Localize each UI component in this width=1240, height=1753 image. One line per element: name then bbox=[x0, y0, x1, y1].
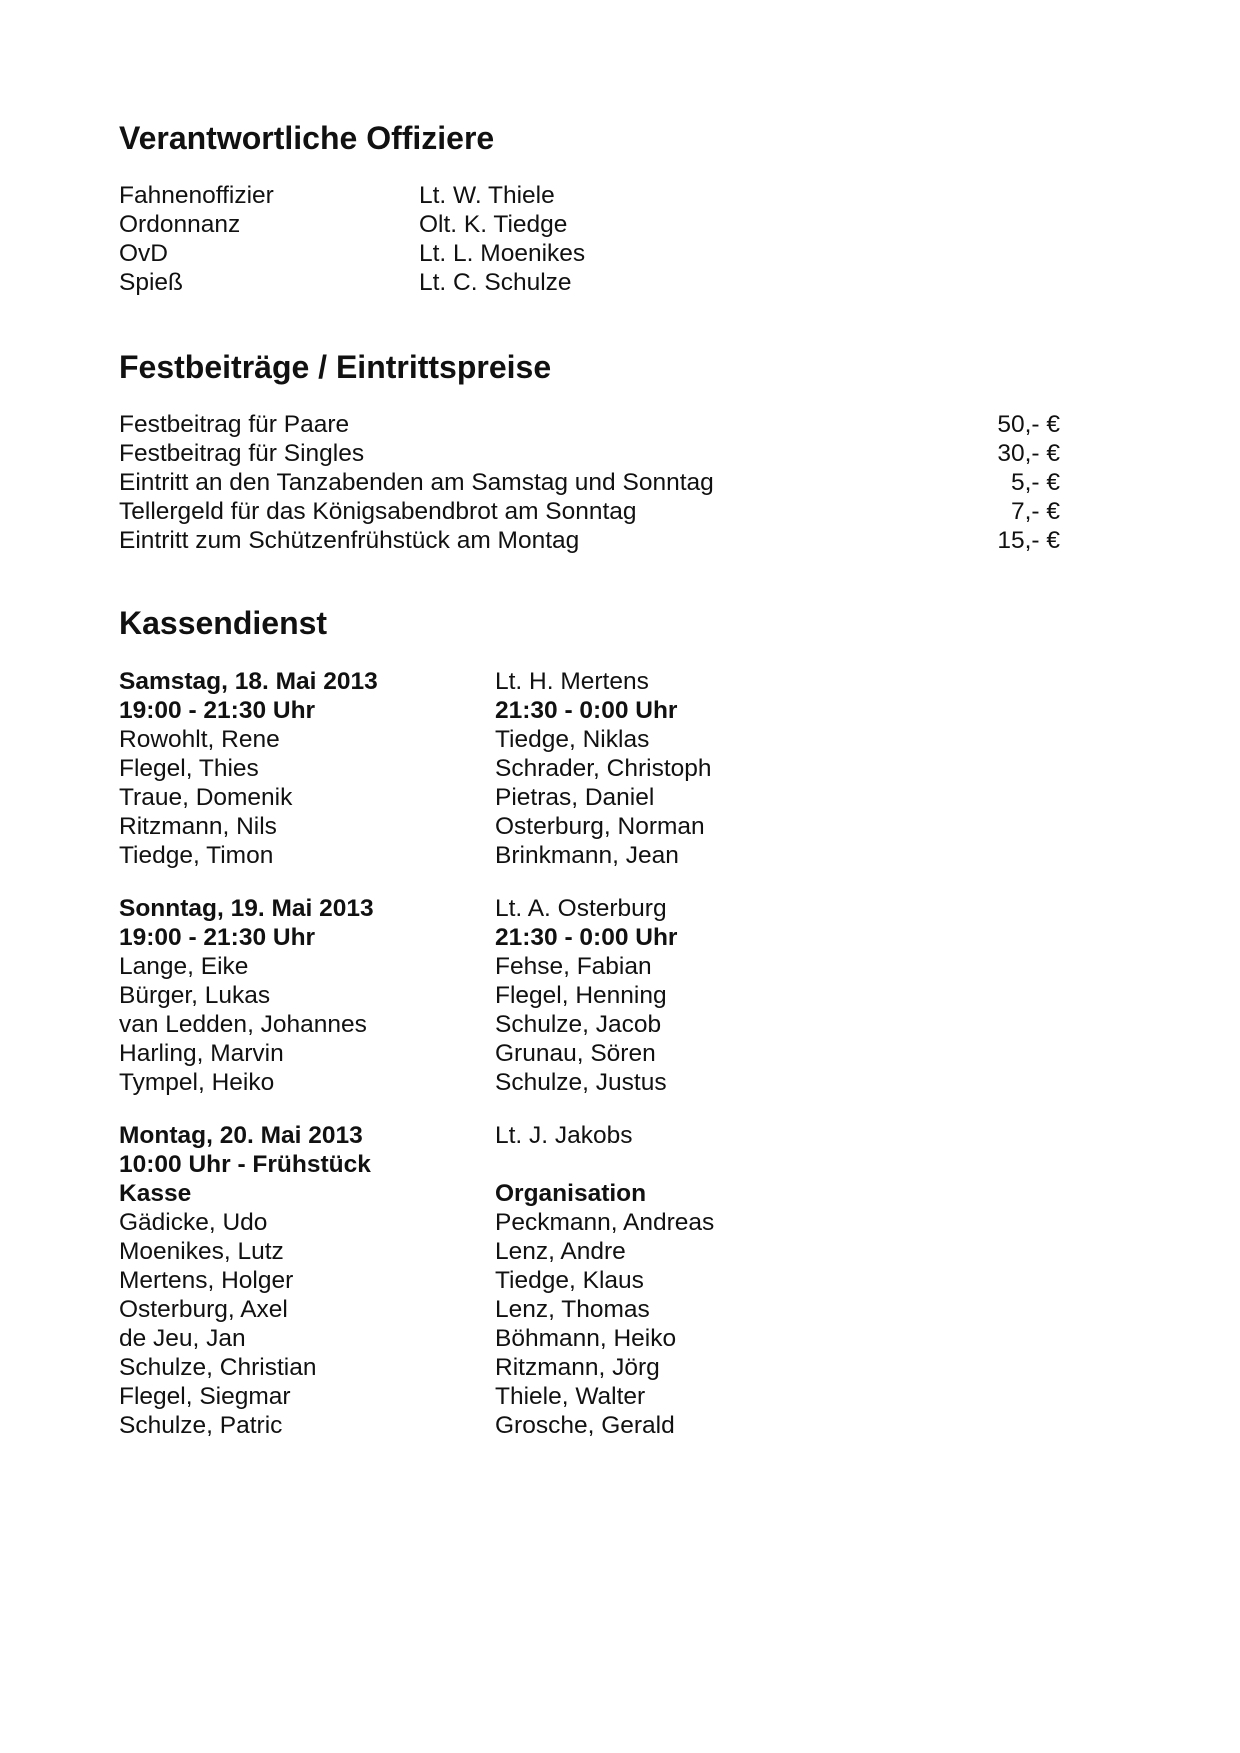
duty-name-right: Schulze, Justus bbox=[495, 1069, 667, 1096]
duty-name-right: Tiedge, Klaus bbox=[495, 1267, 644, 1294]
officer-name: Olt. K. Tiedge bbox=[419, 211, 568, 238]
duty-name-left: Flegel, Thies bbox=[119, 755, 259, 782]
duty-name-right: Grosche, Gerald bbox=[495, 1412, 675, 1439]
duty-name-right: Fehse, Fabian bbox=[495, 953, 652, 980]
duty-name-right: Osterburg, Norman bbox=[495, 813, 705, 840]
duty-name-right: Brinkmann, Jean bbox=[495, 842, 679, 869]
duty-name-right: Flegel, Henning bbox=[495, 982, 667, 1009]
duty-name-right: Schrader, Christoph bbox=[495, 755, 712, 782]
duty-name-right: Grunau, Sören bbox=[495, 1040, 656, 1067]
day-time: 10:00 Uhr - Frühstück bbox=[119, 1151, 371, 1178]
day-date: Montag, 20. Mai 2013 bbox=[119, 1122, 363, 1149]
duty-name-right: Thiele, Walter bbox=[495, 1383, 646, 1410]
day-officer: Lt. A. Osterburg bbox=[495, 895, 667, 922]
fee-price: 50,- € bbox=[997, 411, 1060, 438]
duty-name-left: van Ledden, Johannes bbox=[119, 1011, 367, 1038]
shift-header-left: Kasse bbox=[119, 1180, 192, 1207]
duty-name-right: Peckmann, Andreas bbox=[495, 1209, 715, 1236]
duty-name-left: Lange, Eike bbox=[119, 953, 249, 980]
duty-name-left: Moenikes, Lutz bbox=[119, 1238, 284, 1265]
duty-name-right: Lenz, Andre bbox=[495, 1238, 626, 1265]
duty-name-left: Traue, Domenik bbox=[119, 784, 293, 811]
fee-label: Eintritt an den Tanzabenden am Samstag und Sonntag bbox=[119, 469, 714, 496]
duty-name-left: Gädicke, Udo bbox=[119, 1209, 268, 1236]
officer-role: OvD bbox=[119, 240, 168, 267]
duty-name-right: Böhmann, Heiko bbox=[495, 1325, 677, 1352]
shift-header-right: Organisation bbox=[495, 1180, 647, 1207]
duty-name-right: Lenz, Thomas bbox=[495, 1296, 650, 1323]
day-date: Sonntag, 19. Mai 2013 bbox=[119, 895, 374, 922]
duty-name-right: Schulze, Jacob bbox=[495, 1011, 662, 1038]
duty-name-right: Ritzmann, Jörg bbox=[495, 1354, 660, 1381]
day-date: Samstag, 18. Mai 2013 bbox=[119, 668, 378, 695]
duty-name-left: Schulze, Christian bbox=[119, 1354, 317, 1381]
duty-name-left: Schulze, Patric bbox=[119, 1412, 283, 1439]
fees-heading: Festbeiträge / Eintrittspreise bbox=[119, 349, 552, 385]
shift-header-right: 21:30 - 0:00 Uhr bbox=[495, 697, 678, 724]
shift-header-left: 19:00 - 21:30 Uhr bbox=[119, 924, 316, 951]
officer-role: Ordonnanz bbox=[119, 211, 241, 238]
officer-name: Lt. L. Moenikes bbox=[419, 240, 586, 267]
fee-label: Festbeitrag für Paare bbox=[119, 411, 350, 438]
duty-name-left: Osterburg, Axel bbox=[119, 1296, 288, 1323]
duty-name-left: Rowohlt, Rene bbox=[119, 726, 280, 753]
duty-name-left: Tiedge, Timon bbox=[119, 842, 274, 869]
duty-name-right: Tiedge, Niklas bbox=[495, 726, 650, 753]
fee-label: Festbeitrag für Singles bbox=[119, 440, 365, 467]
duty-name-left: Bürger, Lukas bbox=[119, 982, 271, 1009]
officer-role: Fahnenoffizier bbox=[119, 182, 274, 209]
fee-price: 7,- € bbox=[1010, 498, 1060, 525]
officer-role: Spieß bbox=[119, 269, 184, 296]
duty-name-right: Pietras, Daniel bbox=[495, 784, 655, 811]
duty-name-left: Mertens, Holger bbox=[119, 1267, 294, 1294]
fee-price: 5,- € bbox=[1010, 469, 1060, 496]
duty-name-left: Ritzmann, Nils bbox=[119, 813, 277, 840]
duty-name-left: de Jeu, Jan bbox=[119, 1325, 246, 1352]
duty-name-left: Harling, Marvin bbox=[119, 1040, 284, 1067]
fee-label: Eintritt zum Schützenfrühstück am Montag bbox=[119, 527, 580, 554]
day-officer: Lt. J. Jakobs bbox=[495, 1122, 633, 1149]
shift-header-right: 21:30 - 0:00 Uhr bbox=[495, 924, 678, 951]
officers-heading: Verantwortliche Offiziere bbox=[119, 120, 495, 156]
fee-price: 15,- € bbox=[997, 527, 1060, 554]
shift-header-left: 19:00 - 21:30 Uhr bbox=[119, 697, 316, 724]
duty-name-left: Tympel, Heiko bbox=[119, 1069, 275, 1096]
officer-name: Lt. C. Schulze bbox=[419, 269, 572, 296]
duty-heading: Kassendienst bbox=[119, 605, 328, 641]
officer-name: Lt. W. Thiele bbox=[419, 182, 555, 209]
duty-name-left: Flegel, Siegmar bbox=[119, 1383, 291, 1410]
day-officer: Lt. H. Mertens bbox=[495, 668, 649, 695]
fee-price: 30,- € bbox=[997, 440, 1060, 467]
fee-label: Tellergeld für das Königsabendbrot am Sonntag bbox=[119, 498, 637, 525]
